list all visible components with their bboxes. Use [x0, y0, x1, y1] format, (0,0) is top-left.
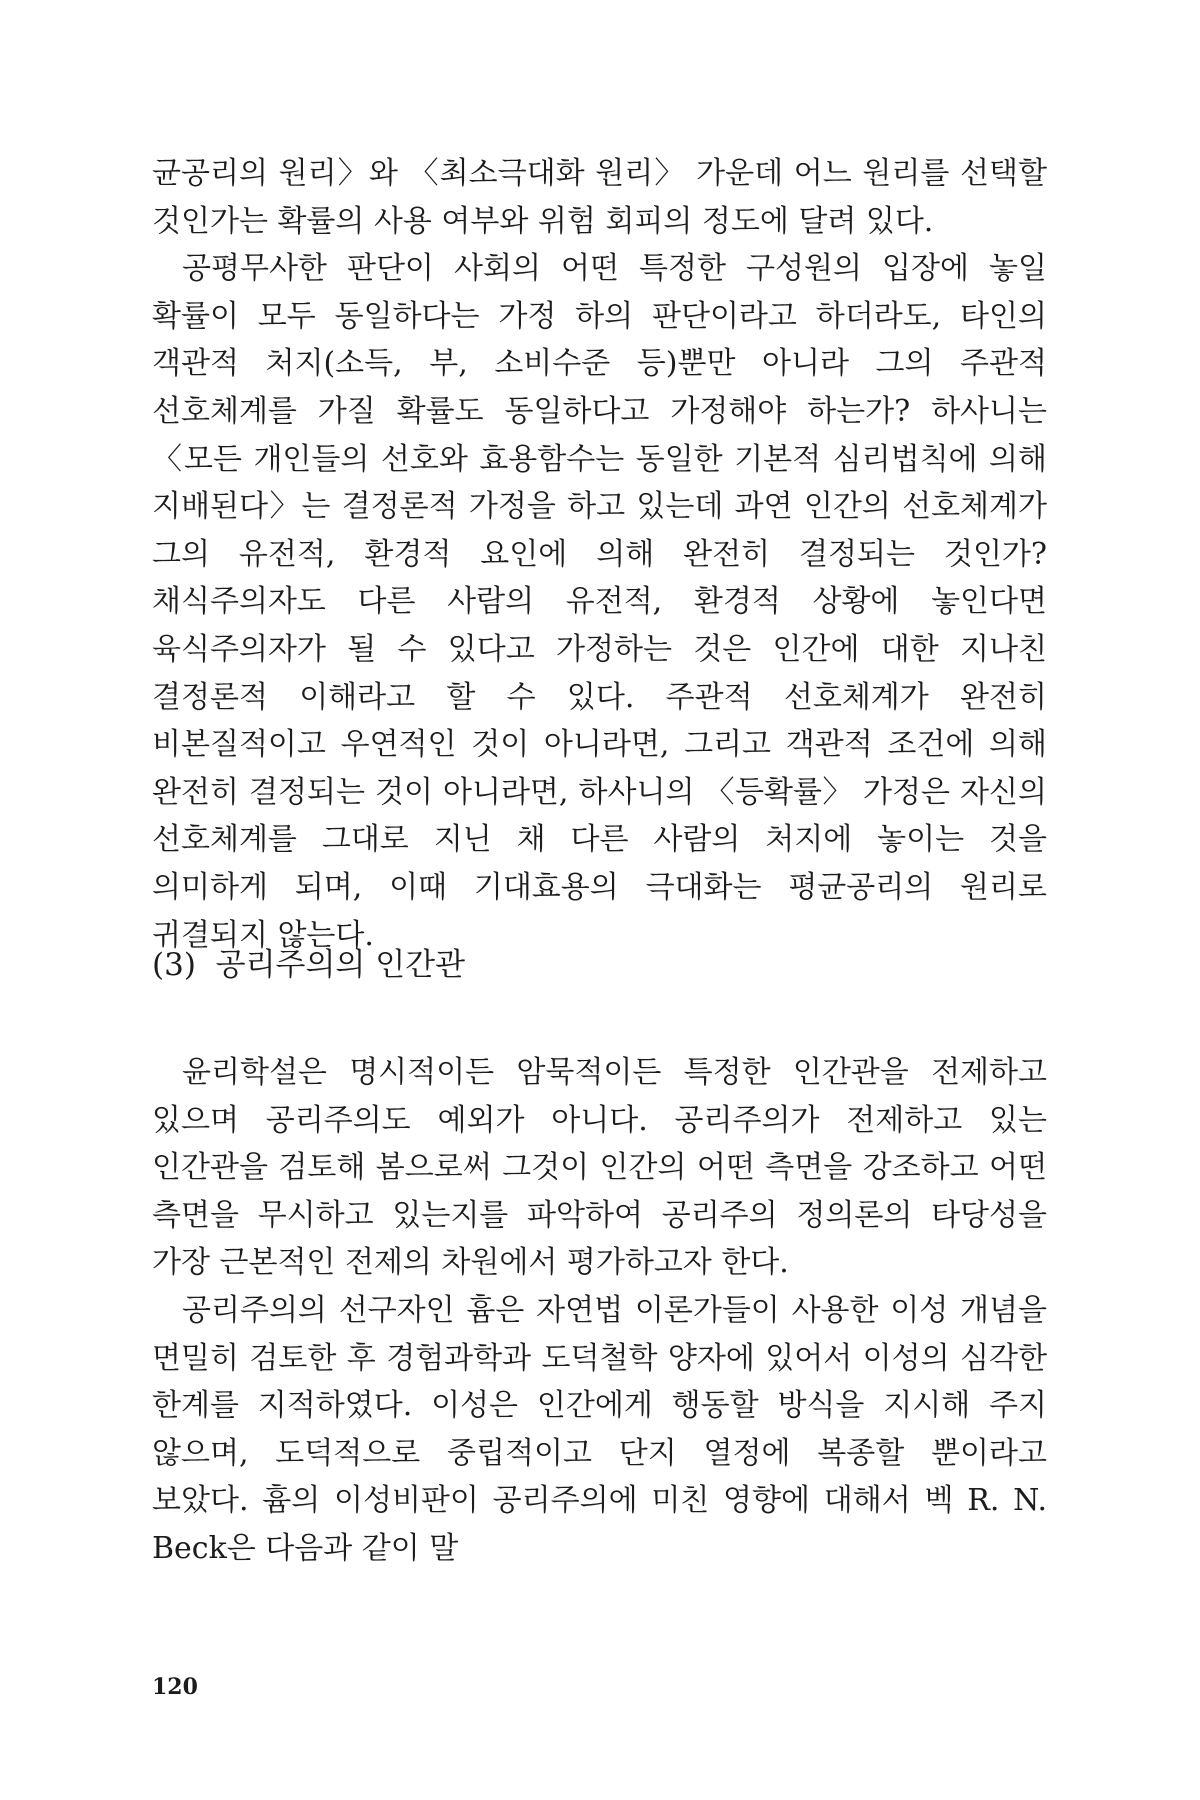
section-heading: (3) 공리주의의 인간관 [152, 947, 466, 983]
paragraph-ethics-theories: 윤리학설은 명시적이든 암묵적이든 특정한 인간관을 전제하고 있으며 공리주의도 예외가 아니다. 공리주의가 전제하고 있는 인간관을 검토해 봄으로써 그것이 인간의 어떤 측면을 강조하고 어떤 측면을 무시하고 있는지를 파악하여 공리주의 정의론의 타당성을 가장 근본적인 전제의 차원에서 평가하고자 한다. [152, 1055, 1047, 1281]
page-number: 120 [152, 1674, 198, 1700]
paragraph-harsanyi-critique: 공평무사한 판단이 사회의 어떤 특정한 구성원의 입장에 놓일 확률이 모두 동일하다는 가정 하의 판단이라고 하더라도, 타인의 객관적 처지(소득, 부, 소비수준 등)뿐만 아니라 그의 주관적 선호체계를 가질 확률도 동일하다고 가정해야 하는가? 하사니는 〈모든 개인들의 선호와 효용함수는 동일한 기본적 심리법칙에 의해 지배된다〉는 결정론적 가정을 하고 있는데 과연 인간의 선호체계가 그의 유전적, 환경적 요인에 의해 완전히 결정되는 것인가? 채식주의자도 다른 사람의 유전적, 환경적 상황에 놓인다면 육식주의자가 될 수 있다고 가정하는 것은 인간에 대한 지나친 결정론적 이해라고 할 수 있다. 주관적 선호체계가 완전히 비본질적이고 우연적인 것이 아니라면, 그리고 객관적 조건에 의해 완전히 결정되는 것이 아니라면, 하사니의 〈등확률〉 가정은 자신의 선호체계를 그대로 지닌 채 다른 사람의 처지에 놓이는 것을 의미하게 되며, 이때 기대효용의 극대화는 평균공리의 원리로 귀결되지 않는다. [152, 251, 1047, 953]
paragraph-continued: 균공리의 원리〉와 〈최소극대화 원리〉 가운데 어느 원리를 선택할 것인가는 확률의 사용 여부와 위험 회피의 정도에 달려 있다. [152, 156, 1047, 239]
top-text-block [152, 150, 1047, 959]
bottom-text-block [152, 1049, 1047, 1573]
paragraph-hume: 공리주의의 선구자인 흄은 자연법 이론가들이 사용한 이성 개념을 면밀히 검토한 후 경험과학과 도덕철학 양자에 있어서 이성의 심각한 한계를 지적하였다. 이성은 인간에게 행동할 방식을 지시해 주지 않으며, 도덕적으로 중립적이고 단지 열정에 복종할 뿐이라고 보았다. 흄의 이성비판이 공리주의에 미친 영향에 대해서 벡 R. N. Beck은 다음과 같이 말 [152, 1292, 1047, 1566]
